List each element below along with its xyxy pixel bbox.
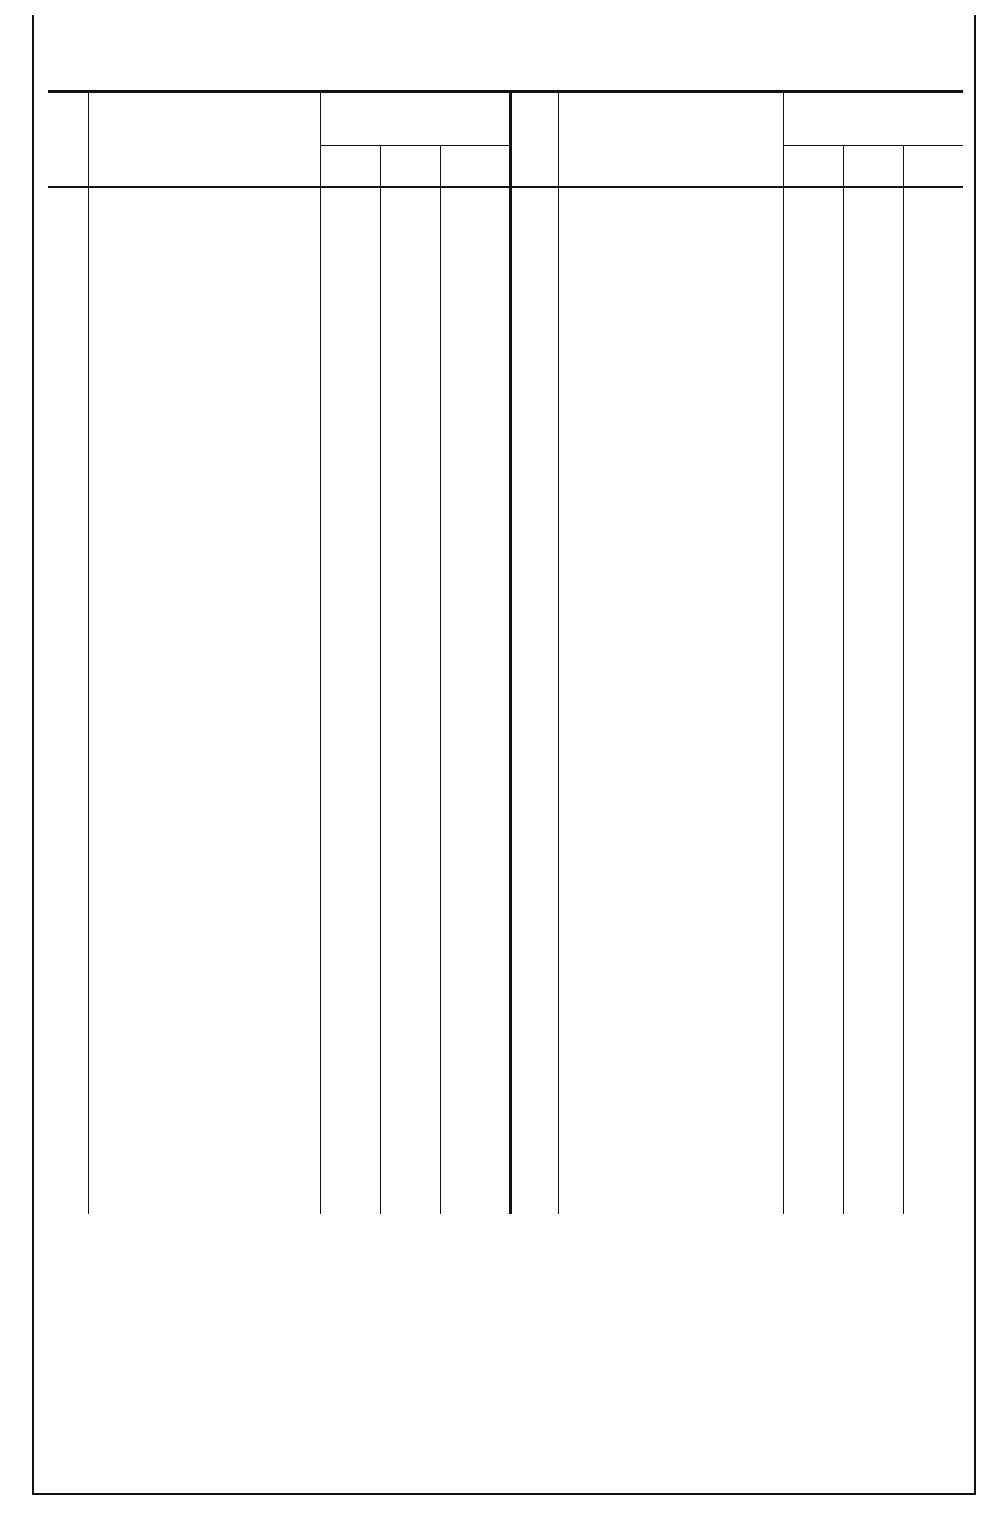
col-rule (558, 90, 559, 1214)
col-rule (440, 145, 441, 1214)
table-top-rule (48, 90, 963, 93)
fare-table (48, 90, 963, 1214)
versts-header (54, 100, 82, 180)
roads-header-right (558, 112, 783, 124)
col-rule (88, 90, 89, 1214)
col-rule (903, 145, 904, 1214)
page-header (70, 42, 950, 70)
fare-subheader-rule-right (783, 145, 963, 146)
versts-header-right (518, 100, 550, 180)
roads-header (88, 112, 320, 124)
col-rule (843, 145, 844, 1214)
col-rule (783, 90, 784, 1214)
fare-subheader-rule-left (320, 145, 510, 146)
col-rule (320, 90, 321, 1214)
col-rule (380, 145, 381, 1214)
center-divider (509, 90, 512, 1214)
header-bottom-rule (48, 186, 963, 188)
decorative-wave-rule (58, 70, 953, 82)
